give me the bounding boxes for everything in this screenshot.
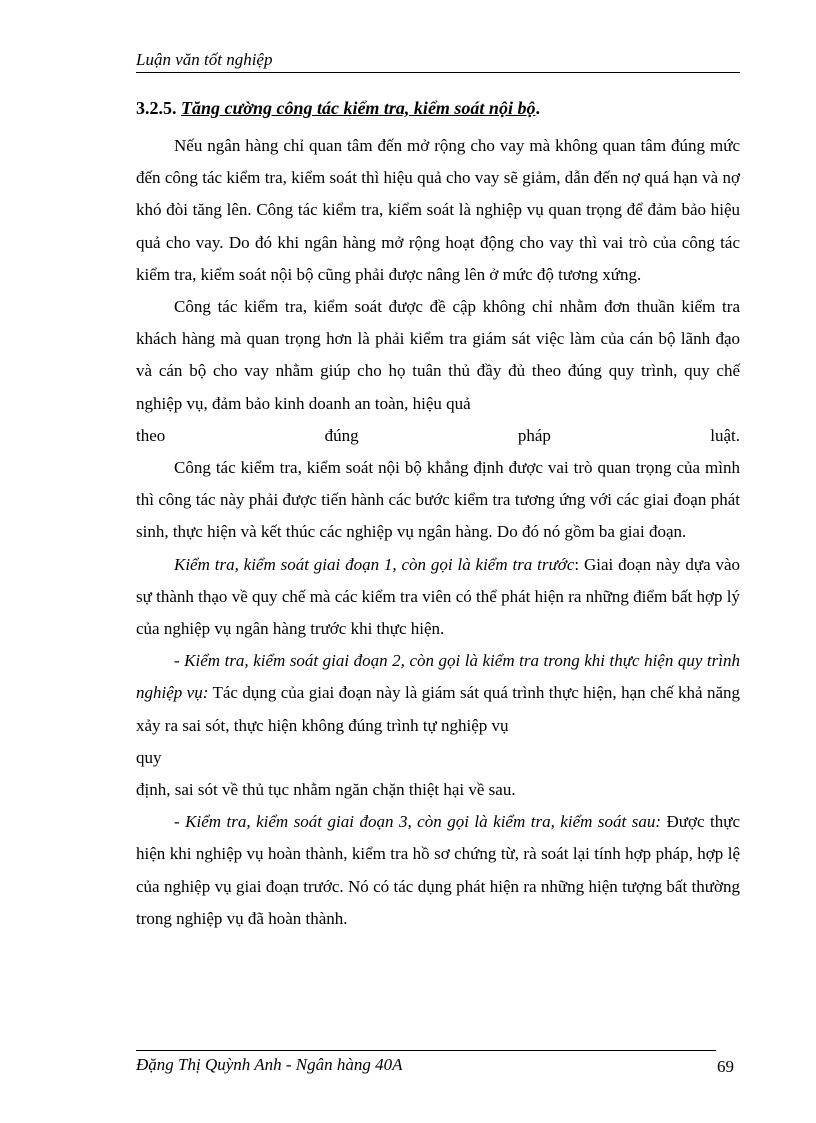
running-header — [136, 50, 740, 73]
word: luật. — [710, 425, 740, 445]
running-footer — [136, 1054, 740, 1076]
paragraph-5-tail: định, sai sót về thủ tục nhằm ngăn chặn thiệt hại về sau. — [136, 780, 516, 800]
word: theo — [136, 425, 166, 445]
stage-1-label: Kiểm tra, kiểm soát giai đoạn 1, còn gọi là kiểm tra trước — [174, 554, 575, 574]
stage-2-text: Tác dụng của giai đoạn này là giám sát quá trình thực hiện, hạn chế khả năng xảy ra sai sót, thực hiện không đúng trình tự nghiệp vụ — [136, 683, 740, 735]
word: đúng — [324, 425, 359, 445]
footer-divider — [136, 1050, 716, 1051]
paragraph-4 — [136, 549, 740, 646]
paragraph-6 — [136, 806, 740, 935]
page-number: 69 — [717, 1057, 734, 1076]
footer-author: Đặng Thị Quỳnh Anh - Ngân hàng 40A — [136, 1055, 403, 1074]
stage-3-text: Được thực hiện khi nghiệp vụ hoàn thành, kiểm tra hồ sơ chứng từ, rà soát lại tính hợp pháp, hợp lệ của nghiệp vụ giai đoạn trước. Nó có tác dụng phát hiện ra những hiện tượng bất thường trong nghiệp vụ đã hoàn thành. — [136, 812, 741, 928]
paragraph-2: Công tác kiểm tra, kiểm soát được đề cập không chỉ nhằm đơn thuần kiểm tra khách hàng mà quan trọng hơn là phải kiểm tra giám sát việc làm của cán bộ lãnh đạo và cán bộ cho vay nhằm giúp cho họ tuân thủ đầy đủ theo đúng quy trình, quy chế nghiệp vụ, đảm bảo kinh doanh an toàn, hiệu quả — [136, 297, 740, 413]
stage-2-label: - Kiểm tra, kiểm soát giai đoạn 2, còn gọi là kiểm tra trong khi thực hiện quy trình nghiệp vụ: — [136, 651, 740, 703]
word: pháp — [517, 425, 551, 445]
section-heading: 3.2.5. Tăng cường công tác kiểm tra, kiểm soát nội bộ. — [136, 98, 540, 118]
paragraph-3: Công tác kiểm tra, kiểm soát nội bộ khẳng định được vai trò quan trọng của mình thì công tác này phải được tiến hành các bước kiểm tra tương ứng với các giai đoạn phát sinh, thực hiện và kết thúc các nghiệp vụ ngân hàng. Do đó nó gồm ba giai đoạn. — [136, 458, 740, 542]
stage-3-label: - Kiểm tra, kiểm soát giai đoạn 3, còn gọi là kiểm tra, kiểm soát sau: — [174, 812, 662, 832]
header-text: Luận văn tốt nghiệp — [136, 50, 273, 69]
body-text — [136, 130, 740, 935]
stage-1-text: : Giai đoạn này dựa vào sự thành thạo về quy chế mà các kiểm tra viên có thể phát hiện ra những điểm bất hợp lý của nghiệp vụ ngân hàng trước khi thực hiện. — [136, 554, 741, 639]
paragraph-1: Nếu ngân hàng chỉ quan tâm đến mở rộng cho vay mà không quan tâm đúng mức đến công tác kiểm tra, kiểm soát thì hiệu quả cho vay sẽ giảm, dẫn đến nợ quá hạn và nợ khó đòi tăng lên. Công tác kiểm tra, kiểm soát là nghiệp vụ quan trọng để đảm bảo hiệu quả cho vay. Do đó khi ngân hàng mở rộng hoạt động cho vay thì vai trò của công tác kiểm tra, kiểm soát nội bộ cũng phải được nâng lên ở mức độ tương xứng. — [136, 136, 740, 284]
section-title: Tăng cường công tác kiểm tra, kiểm soát nội bộ — [181, 98, 536, 118]
paragraph-5-orphan: quy — [136, 747, 162, 767]
paragraph-2-last-line — [136, 420, 740, 452]
section-number: 3.2.5. — [136, 98, 177, 118]
paragraph-5 — [136, 645, 740, 742]
